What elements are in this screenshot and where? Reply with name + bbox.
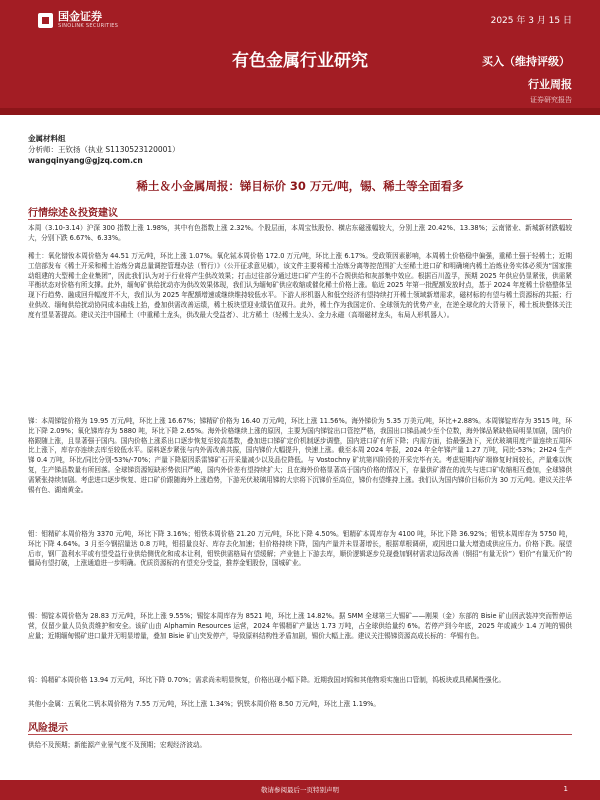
main-title: 稀土＆小金属周报：锑目标价 30 万元/吨，锡、稀土等全面看多 [136,179,464,193]
header-divider [0,108,600,115]
paragraph-tungsten: 钨：钨精矿本周价格 13.94 万元/吨，环比下降 0.70%；需求尚未明显恢复，价格出现小幅下降。近期我国对钨和其他物项实施出口管制，钨板块或具稀属性强化。 [28,676,505,684]
logo-name-en: SINOLINK SECURITIES [58,23,119,29]
report-footer [0,780,600,800]
analyst-email[interactable]: wangqinyang@gjzq.com.cn [28,156,143,165]
paragraph-antimony: 锑：本周锑锭价格为 19.95 万元/吨，环比上涨 16.67%；锑精矿价格为 16.40 万元/吨，环比上涨 11.56%。海外锑价为 5.35 万美元/吨，环比+2.88%。本周锑锭库存为 3515 吨，环比下降 2.09%；氧化锑库存为 5880 吨，环比下降 2.65%。海外价格继续上涨的原因，主要为国内锑锭出口管控严格，我国出口锑品减少至个位数，海外锑品紧缺格局明显加剧，国内价格跟随上涨，且显著强于国内。国内价格上涨系出口逐步恢复至较高基数，叠加进口锑矿定价机制逐步调整，国内进口矿有所下降；内需方面，拾最强劲下，光伏玻璃用度产量连续五周环比上涨下，库存亦连续去库至较低水平。原料逐步紧张与内外需改善共振，国内锑价大幅提升，快速上涨。截至本周 2024 年报，2024 年全年锑产量 1.27 万吨，同比-53%；2H24 生产锑 0.4 万吨，环比/同比分别-53%/-70%；产量下降原因系雷锑矿石开采量减少以及品位降低。与 Vostochny 矿坑第四阶段的开采完毕有关。考虑短期内矿端修复时间较长，产量难以恢复，生产锑品数量有所回落。全球锑资源短缺形势依旧严峻，国内外价差有望持续扩大；且在海外价格显著高于国内价格的情况下，存量供矿潜在的流失与进口矿收缩相互叠加，全球锑供需紧张持续加剧。考虑进口逐步恢复、进口矿价跟随海外上涨趋势，下游光伏玻璃用锑的大宗将下沉锑价至高位，锑价有望维持上涨。我们认为国内锑价目标价为 30 万元/吨。建议关注华锡有色、湖南黄金。 [28,417,572,494]
paragraph-market: 本周（3.10-3.14）沪深 300 指数上涨 1.98%，其中有色指数上涨 2.32%。个股层面，本周宝钛股份、横店东磁涨幅较大，分别上涨 20.42%、13.38%；云南锗业、新城新材跌幅较大，分别下跌 6.67%、6.33%。 [28,224,572,242]
report-subtype: 证券研究报告 [530,96,572,104]
team-name: 金属材料组 [28,134,66,143]
report-title: 有色金属行业研究 [232,51,368,71]
section-title-risk: 风险提示 [28,723,68,734]
paragraph-rare-earth: 稀土：氧化镨钕本周价格为 44.51 万元/吨，环比上涨 1.07%。氧化铽本周价格 172.0 万元/吨，环比上涨 6.17%。受政策因素影响，本周稀土价格稳中偏强，重稀土强于轻稀土；近期工信部发布《稀土开采和稀土冶炼分离总量调控管理办法（暂行）》（公开征求意见稿），该文件主要将稀土冶炼分离等控范围扩大至稀土进口矿和明确境内稀土冶炼业务实体必须为“国家推动组建的大型稀土企业集团”，因此我们认为对于行业将产生供改效果；打击过往部分通过进口矿产生的不合规供给和灰部集中效应。根据百川盈孚，预期 2025 年供应仍显紧张，供需紧平衡状态对价格有所支撑。此外，缅甸矿供给扰动亦为供改效果体现，我们认为缅甸矿供应收缩或催化稀土价格上涨。临近 2025 年第一批配额发放时点，基于 2024 年度稀土价格整体呈现下行趋势、融成回升幅度并不大，我们认为 2025 年配额增速或继续维持较低水平。下游人形机器人和低空经济有望持续打开稀土领域新增需求，磁材标的有望与稀土资源标的共振；行业供改、缅甸供给扰动协同成本曲线上抬，叠加供需改善运绩，稀土板块望迎业绩估值双升。此外，稀土作为我国定价、全球领先的优势产业，在逆全球化的大背景下，稀土板块整体关注度有望显著提高。建议关注中国稀土（中重稀土龙头，供改最大受益者）、北方稀土（轻稀土龙头）、金力永磁（高端磁材龙头，布局人形机器人）。 [28,252,572,319]
paragraph-molybdenum: 钼：钼精矿本周价格为 3370 元/吨，环比下降 3.16%；钼铁本周价格 21.20 万元/吨，环比下降 4.50%。钼精矿本周库存为 4100 吨，环比下降 36.92%；钼铁本周库存为 5750 吨，环比下降 4.64%。3 月至今钢招量达 0.8 万吨，钼招量良好、库存去化加速；但价格持续下降，国内产量并未显著增长，根据草根调研，或因进口量大增造成供应压力。价格下跌。展望后市，钢厂盈利水平或有望受益行业供给侧优化和成本让利，钼铁供需格局有望缓解；产业链上下游去库，顺价逻辑逐步兑现叠加钢材需求边际改善（钢招“有量无价”）钼价“有量无价”的僵局有望打破，上涨通道进一步明确。优质资源标的有望充分受益，推荐金钼股份，国城矿业。 [28,530,572,568]
report-type: 行业周报 [528,78,572,91]
logo-mark-icon [38,13,53,28]
section-divider [28,219,572,220]
section-title-summary: 行情综述＆投资建议 [28,208,118,219]
paragraph-other-metals: 其他小金属：五氧化二钒本周价格为 7.55 万元/吨，环比上涨 1.34%；钒铁本周价格 8.50 万元/吨，环比上涨 1.19%。 [28,700,381,708]
paragraph-tin: 锡：锡锭本周价格为 28.83 万元/吨，环比上涨 9.55%；锡锭本周库存为 8521 吨，环比上涨 14.82%。据 SMM 全球第三大锡矿——刚果（金）东部的 Bisie 矿山因武装冲突而暂停运营，仅留少量人员负责维护和安全。该矿山由 Alphamin Resources 运营，2024 年锡精矿产量达 1.73 万吨，占全球供给量约 6%。若停产到今年底，2025 年或减少 1.4 万吨的锡供应量；近期缅甸锡矿进口量并无明显增量，叠加 Bisie 矿山突发停产，导致原料结构性矛盾加剧，锡价大幅上涨。建议关注锡锑资源高成长标的：华锡有色。 [28,612,572,640]
section-divider [28,734,572,735]
logo-name-cn: 国金证券 [58,10,102,23]
footer-disclaimer: 敬请参阅最后一页特别声明 [261,786,339,794]
report-header [0,0,600,115]
analyst-info [28,133,180,166]
page-number: 1 [563,785,568,793]
analyst-name: 分析师：王钦扬（执业 S1130523120001） [28,145,180,154]
company-logo [38,11,118,30]
paragraph-risk: 供给不及预期；新能源产业景气度不及预期；宏观经济波动。 [28,741,207,749]
report-date: 2025 年 3 月 15 日 [490,16,572,26]
rating-label: 买入（维持评级） [482,55,570,68]
